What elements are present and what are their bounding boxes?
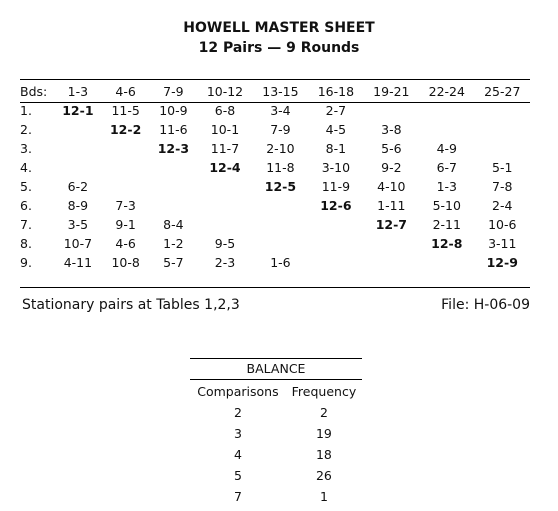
- round-label: 6.: [20, 198, 32, 213]
- balance-title-rule: [190, 379, 362, 380]
- pairing-cell: 9-1: [115, 217, 136, 232]
- frequency-value: 1: [319, 489, 328, 504]
- pairing-cell: [419, 101, 474, 120]
- pairing-cell: 7-3: [115, 198, 136, 213]
- pairing-cell: [54, 158, 102, 177]
- header-board-range: 19-21: [373, 84, 410, 99]
- round-label: 4.: [20, 160, 32, 175]
- pairing-cell: 3-11: [488, 236, 517, 251]
- pairing-cell: [197, 196, 252, 215]
- balance-row: [190, 465, 362, 486]
- header-board-range: 16-18: [317, 84, 355, 99]
- pairing-cell: 11-5: [111, 103, 140, 118]
- pairing-cell: 5-6: [381, 141, 402, 156]
- balance-title: BALANCE: [246, 361, 306, 376]
- pairing-cell: 7-8: [492, 179, 513, 194]
- pairing-cell: 2-7: [325, 103, 347, 118]
- pairing-cell: [419, 120, 474, 139]
- pairing-cell: 4-11: [63, 255, 93, 270]
- frequency-value: 26: [315, 468, 332, 483]
- pairing-cell: [102, 139, 150, 158]
- frequency-value: 18: [315, 447, 332, 462]
- comparisons-value: 3: [233, 426, 242, 441]
- pairing-cell: [364, 101, 419, 120]
- pairing-cell: 6-2: [67, 179, 89, 194]
- pairing-cell: [197, 177, 252, 196]
- page-subtitle: 12 Pairs — 9 Rounds: [198, 40, 360, 56]
- round-label: 9.: [20, 255, 32, 270]
- round-row: [20, 158, 530, 177]
- pairing-cell: 10-7: [63, 236, 93, 251]
- pairing-cell: [150, 196, 198, 215]
- pairing-cell: 5-1: [492, 160, 513, 175]
- pairing-cell: [308, 253, 363, 272]
- pairing-cell: 12-3: [157, 141, 190, 156]
- balance-row: [190, 423, 362, 444]
- balance-header-frequency: Frequency: [291, 384, 357, 399]
- pairing-cell: 10-8: [111, 255, 140, 270]
- balance-top-rule: [190, 358, 362, 359]
- stationary-pairs-note: Stationary pairs at Tables 1,2,3: [22, 297, 240, 313]
- pairing-cell: 8-9: [67, 198, 89, 213]
- pairing-cell: [150, 177, 198, 196]
- balance-table: [190, 381, 362, 507]
- header-board-range: 10-12: [206, 84, 244, 99]
- round-row: [20, 120, 530, 139]
- balance-row: [190, 402, 362, 423]
- pairing-cell: 3-10: [321, 160, 351, 175]
- round-row: [20, 139, 530, 158]
- pairing-cell: [308, 215, 363, 234]
- master-header-row: [20, 82, 530, 101]
- pairing-cell: 8-4: [163, 217, 184, 232]
- round-row: [20, 196, 530, 215]
- pairing-cell: 7-9: [270, 122, 291, 137]
- pairing-cell: 12-6: [320, 198, 352, 213]
- pairing-cell: 9-5: [214, 236, 236, 251]
- pairing-cell: [150, 158, 198, 177]
- header-board-range: 25-27: [484, 84, 521, 99]
- pairing-cell: 2-4: [492, 198, 513, 213]
- pairing-cell: 10-9: [159, 103, 188, 118]
- header-board-range: 13-15: [262, 84, 299, 99]
- round-label: 7.: [20, 217, 32, 232]
- pairing-cell: 11-8: [266, 160, 295, 175]
- round-row: [20, 253, 530, 272]
- comparisons-value: 4: [233, 447, 242, 462]
- master-top-rule: [20, 79, 530, 80]
- round-label: 2.: [20, 122, 32, 137]
- pairing-cell: [419, 253, 474, 272]
- pairing-cell: [475, 101, 530, 120]
- frequency-value: 19: [315, 426, 332, 441]
- header-boards-label: Bds:: [20, 84, 48, 99]
- header-board-range: 22-24: [428, 84, 465, 99]
- pairing-cell: 2-10: [266, 141, 295, 156]
- round-row: [20, 177, 530, 196]
- comparisons-value: 5: [233, 468, 242, 483]
- header-board-range: 7-9: [163, 84, 184, 99]
- balance-row: [190, 444, 362, 465]
- comparisons-value: 2: [233, 405, 242, 420]
- pairing-cell: 2-11: [432, 217, 461, 232]
- pairing-cell: [102, 177, 150, 196]
- round-row: [20, 234, 530, 253]
- pairing-cell: 10-6: [488, 217, 517, 232]
- pairing-cell: 1-11: [377, 198, 406, 213]
- master-table: [20, 82, 530, 272]
- round-label: 3.: [20, 141, 32, 156]
- balance-header-comparisons: Comparisons: [197, 384, 279, 399]
- balance-row: [190, 486, 362, 507]
- pairing-cell: 3-8: [381, 122, 402, 137]
- pairing-cell: 1-2: [163, 236, 184, 251]
- pairing-cell: 8-1: [325, 141, 347, 156]
- pairing-cell: [364, 234, 419, 253]
- pairing-cell: 6-8: [214, 103, 236, 118]
- pairing-cell: 12-5: [264, 179, 297, 194]
- pairing-cell: [253, 234, 308, 253]
- pairing-cell: 4-9: [436, 141, 457, 156]
- file-id: File: H-06-09: [441, 297, 530, 313]
- pairing-cell: 2-3: [214, 255, 236, 270]
- pairing-cell: 6-7: [436, 160, 457, 175]
- pairing-cell: 4-6: [115, 236, 136, 251]
- pairing-cell: 5-10: [432, 198, 461, 213]
- pairing-cell: [253, 215, 308, 234]
- pairing-cell: 11-7: [210, 141, 240, 156]
- pairing-cell: 12-8: [431, 236, 463, 251]
- pairing-cell: 12-4: [209, 160, 241, 175]
- round-row: [20, 215, 530, 234]
- pairing-cell: 11-6: [159, 122, 188, 137]
- pairing-cell: [54, 139, 102, 158]
- frequency-value: 2: [319, 405, 328, 420]
- pairing-cell: [475, 120, 530, 139]
- pairing-cell: [54, 120, 102, 139]
- round-row: [20, 101, 530, 120]
- pairing-cell: 3-4: [270, 103, 291, 118]
- pairing-cell: 3-5: [67, 217, 89, 232]
- pairing-cell: 9-2: [381, 160, 402, 175]
- pairing-cell: [308, 234, 363, 253]
- pairing-cell: 1-3: [436, 179, 457, 194]
- pairing-cell: 4-10: [377, 179, 406, 194]
- master-bottom-rule: [20, 287, 530, 288]
- pairing-cell: 12-1: [62, 103, 94, 118]
- pairing-cell: [197, 215, 252, 234]
- pairing-cell: [364, 253, 419, 272]
- pairing-cell: 4-5: [325, 122, 347, 137]
- comparisons-value: 7: [233, 489, 242, 504]
- header-board-range: 4-6: [115, 84, 136, 99]
- pairing-cell: 12-2: [109, 122, 142, 137]
- header-board-range: 1-3: [67, 84, 89, 99]
- pairing-cell: [102, 158, 150, 177]
- pairing-cell: [475, 139, 530, 158]
- balance-header-row: [190, 381, 362, 402]
- page-title: HOWELL MASTER SHEET: [183, 20, 375, 36]
- pairing-cell: [253, 196, 308, 215]
- pairing-cell: 11-9: [321, 179, 351, 194]
- pairing-cell: 10-1: [210, 122, 240, 137]
- round-label: 8.: [20, 236, 32, 251]
- pairing-cell: 1-6: [270, 255, 291, 270]
- pairing-cell: 5-7: [163, 255, 184, 270]
- round-label: 5.: [20, 179, 32, 194]
- round-label: 1.: [20, 103, 32, 118]
- pairing-cell: 12-9: [486, 255, 518, 270]
- pairing-cell: 12-7: [375, 217, 407, 232]
